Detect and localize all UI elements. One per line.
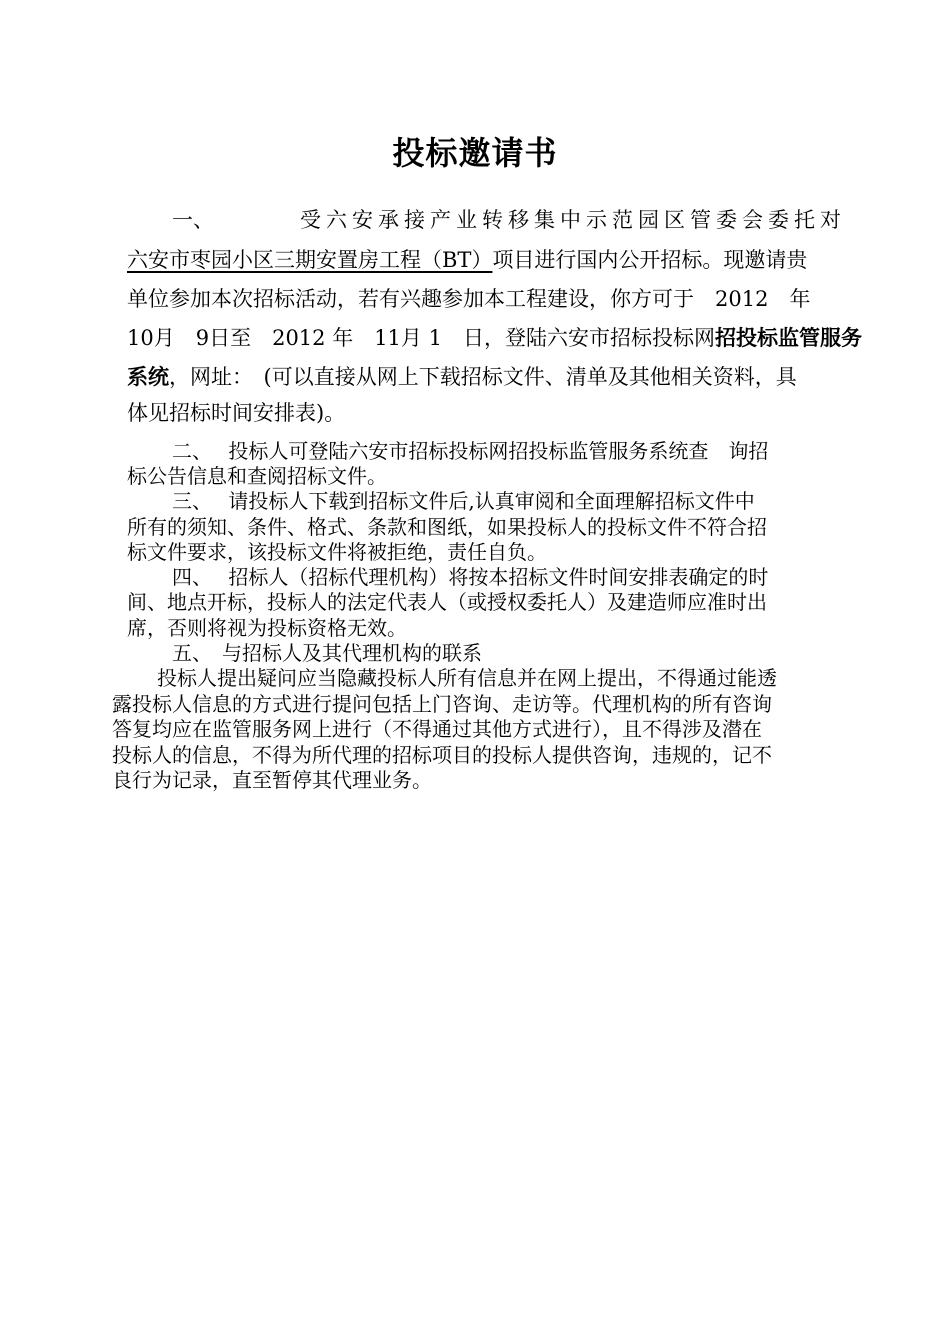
section-1-line-6: 体见招标时间安排表)。 — [127, 401, 346, 425]
system-name-part-2: 系统 — [127, 364, 169, 389]
section-5-line-1: 投标人提出疑问应当隐藏投标人所有信息并在网上提出，不得通过能透 — [157, 666, 777, 690]
section-1-number: 一、 — [172, 208, 214, 232]
section-4-line-3: 席，否则将视为投标资格无效。 — [127, 616, 407, 640]
section-5-line-5: 良行为记录，直至暂停其代理业务。 — [112, 768, 432, 792]
section-5-heading: 五、 与招标人及其代理机构的联系 — [172, 641, 482, 665]
section-2-line-1: 二、 投标人可登陆六安市招标投标网招投标监管服务系统查 询招 — [172, 439, 769, 463]
section-4-line-1: 四、 招标人（招标代理机构）将按本招标文件时间安排表确定的时 — [172, 565, 769, 589]
section-1-line-5 — [127, 366, 797, 388]
section-1-line-2 — [127, 250, 807, 271]
section-5-line-3: 答复均应在监管服务网上进行（不得通过其他方式进行），且不得涉及潜在 — [112, 717, 762, 741]
section-4-line-2: 间、地点开标，投标人的法定代表人（或授权委托人）及建造师应准时出 — [127, 590, 767, 614]
section-2-line-2: 标公告信息和查阅招标文件。 — [127, 464, 387, 488]
section-3-line-3: 标文件要求，该投标文件将被拒绝，责任自负。 — [127, 540, 547, 564]
section-1-line-3: 单位参加本次招标活动，若有兴趣参加本工程建设，你方可于 2012 年 — [127, 287, 811, 311]
section-3-line-1: 三、 请投标人下载到招标文件后,认真审阅和全面理解招标文件中 — [172, 489, 755, 513]
system-name-part-1: 招投标监管服务 — [714, 325, 862, 350]
section-3-line-2: 所有的须知、条件、格式、条款和图纸，如果投标人的投标文件不符合招 — [127, 515, 767, 539]
document-title: 投标邀请书 — [392, 134, 558, 172]
section-1-line-4 — [127, 327, 862, 349]
section-5-line-4: 投标人的信息，不得为所代理的招标项目的投标人提供咨询，违规的，记不 — [112, 743, 772, 767]
section-1-line-2-rest: 项目进行国内公开招标。现邀请贵 — [492, 248, 808, 272]
section-1-line-1: 受六安承接产业转移集中示范园区管委会委托对 — [300, 208, 846, 232]
project-name: 六安市枣园小区三期安置房工程（BT） — [127, 248, 493, 272]
section-1-line-4-a: 10月 9日至 2012 年 11月 1 日，登陆六安市招标投标网 — [127, 326, 715, 350]
section-5-line-2: 露投标人信息的方式进行提问包括上门咨询、走访等。代理机构的所有咨询 — [112, 692, 772, 716]
section-1-line-5-b: ，网址： (可以直接从网上下载招标文件、清单及其他相关资料，具 — [169, 365, 797, 389]
